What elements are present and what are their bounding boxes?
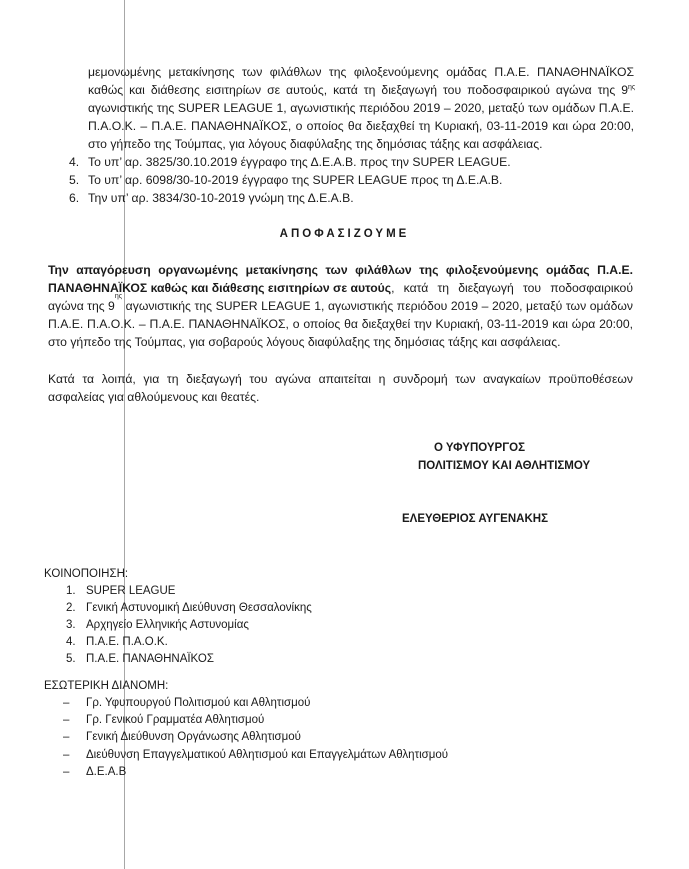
internal-item-text: Γρ. Υφυπουργού Πολιτισμού και Αθλητισμού bbox=[86, 697, 311, 709]
notification-number: 1. bbox=[66, 585, 76, 597]
notification-number: 5. bbox=[66, 653, 76, 665]
dash-bullet-icon: – bbox=[63, 731, 70, 743]
decision-text: αγωνιστικής της SUPER LEAGUE 1, αγωνιστικής περιόδου 2019 – 2020, μεταξύ των ομάδων bbox=[122, 299, 633, 313]
internal-item-text: Διεύθυνση Επαγγελματικού Αθλητισμού και Επαγγελμάτων Αθλητισμού bbox=[86, 749, 449, 761]
reference-text: Την υπ’ αρ. 3834/30-10-2019 γνώμη της Δ.Ε.Α.Β. bbox=[88, 191, 354, 205]
preamble-line: στο γήπεδο της Τούμπας, για λόγους διαφύλαξης της δημόσιας τάξης και ασφάλειας. bbox=[88, 137, 543, 151]
notification-text: Αρχηγείο Ελληνικής Αστυνομίας bbox=[86, 619, 249, 631]
remainder-line: Κατά τα λοιπά, για τη διεξαγωγή του αγώνα απαιτείται η συνδρομή των αναγκαίων προϋποθέσεων bbox=[48, 372, 633, 386]
decision-text: , κατά τη διεξαγωγή του ποδοσφαιρικού bbox=[391, 281, 633, 295]
reference-number: 6. bbox=[69, 191, 80, 205]
remainder-line: ασφαλείας για αθλούμενους και θεατές. bbox=[48, 390, 260, 404]
decision-line: Την απαγόρευση οργανωμένης μετακίνησης των φιλάθλων της φιλοξενούμενης ομάδας Π.Α.Ε. bbox=[48, 263, 633, 277]
reference-number: 5. bbox=[69, 173, 80, 187]
decision-line bbox=[48, 279, 633, 297]
preamble-line: αγωνιστικής της SUPER LEAGUE 1, αγωνιστικής περιόδου 2019 – 2020, μεταξύ των ομάδων Π.Α.Ε. bbox=[88, 101, 634, 115]
reference-number: 4. bbox=[69, 155, 80, 169]
decision-line: στο γήπεδο της Τούμπας, για σοβαρούς λόγους διαφύλαξης της δημόσιας τάξης και ασφάλειας. bbox=[48, 335, 561, 349]
internal-distribution-title: ΕΣΩΤΕΡΙΚΗ ΔΙΑΝΟΜΗ: bbox=[44, 680, 169, 692]
preamble-line: Π.Α.Ο.Κ. – Π.Α.Ε. ΠΑΝΑΘΗΝΑΪΚΟΣ, ο οποίος θα διεξαχθεί τη Κυριακή, 03-11-2019 και ώρα 20:00, bbox=[88, 119, 634, 133]
decision-heading: ΑΠΟΦΑΣΙΖΟΥΜΕ bbox=[279, 228, 410, 240]
internal-item-text: Γενική Διεύθυνση Οργάνωσης Αθλητισμού bbox=[86, 731, 301, 743]
dash-bullet-icon: – bbox=[63, 714, 70, 726]
decision-line bbox=[48, 293, 633, 315]
notification-text: Π.Α.Ε. ΠΑΝΑΘΗΝΑΪΚΟΣ bbox=[86, 653, 214, 665]
reference-text: Το υπ’ αρ. 6098/30-10-2019 έγγραφο της SUPER LEAGUE προς τη Δ.Ε.Α.Β. bbox=[88, 173, 503, 187]
notification-number: 4. bbox=[66, 636, 76, 648]
reference-text: Το υπ’ αρ. 3825/30.10.2019 έγγραφο της Δ.Ε.Α.Β. προς την SUPER LEAGUE. bbox=[88, 155, 511, 169]
notification-text: Γενική Αστυνομική Διεύθυνση Θεσσαλονίκης bbox=[86, 602, 312, 614]
notification-text: SUPER LEAGUE bbox=[86, 585, 176, 597]
decision-bold-text: ΠΑΝΑΘΗΝΑΪΚΟΣ καθώς και διάθεσης εισιτηρίων σε αυτούς bbox=[48, 281, 392, 295]
signatory-title: Ο ΥΦΥΠΟΥΡΓΟΣ bbox=[434, 442, 525, 454]
signatory-ministry: ΠΟΛΙΤΙΣΜΟΥ ΚΑΙ ΑΘΛΗΤΙΣΜΟΥ bbox=[418, 460, 591, 472]
internal-item-text: Δ.Ε.Α.Β bbox=[86, 766, 127, 778]
decision-line: Π.Α.Ε. Π.Α.Ο.Κ. – Π.Α.Ε. ΠΑΝΑΘΗΝΑΪΚΟΣ, ο οποίος θα διεξαχθεί την Κυριακή, 03-11-2019 και ώρα 20:00, bbox=[48, 317, 633, 331]
ordinal-suffix: ης bbox=[628, 84, 636, 91]
dash-bullet-icon: – bbox=[63, 766, 70, 778]
notification-title: ΚΟΙΝΟΠΟΙΗΣΗ: bbox=[44, 568, 129, 580]
notification-text: Π.Α.Ε. Π.Α.Ο.Κ. bbox=[86, 636, 168, 648]
dash-bullet-icon: – bbox=[63, 697, 70, 709]
preamble-line: μεμονωμένης μετακίνησης των φιλάθλων της φιλοξενούμενης ομάδας Π.Α.Ε. ΠΑΝΑΘΗΝΑΪΚΟΣ bbox=[88, 65, 634, 79]
decision-text: αγώνα της 9 bbox=[48, 299, 115, 313]
internal-item-text: Γρ. Γενικού Γραμματέα Αθλητισμού bbox=[86, 714, 265, 726]
notification-number: 2. bbox=[66, 602, 76, 614]
preamble-line-text: καθώς και διάθεσης εισιτηρίων σε αυτούς, κατά τη διεξαγωγή του ποδοσφαιρικού αγώνα της 9 bbox=[88, 83, 628, 97]
signatory-name: ΕΛΕΥΘΕΡΙΟΣ ΑΥΓΕΝΑΚΗΣ bbox=[402, 513, 548, 525]
ordinal-suffix: ης bbox=[114, 293, 123, 300]
notification-number: 3. bbox=[66, 619, 76, 631]
dash-bullet-icon: – bbox=[63, 749, 70, 761]
preamble-line bbox=[88, 81, 634, 99]
